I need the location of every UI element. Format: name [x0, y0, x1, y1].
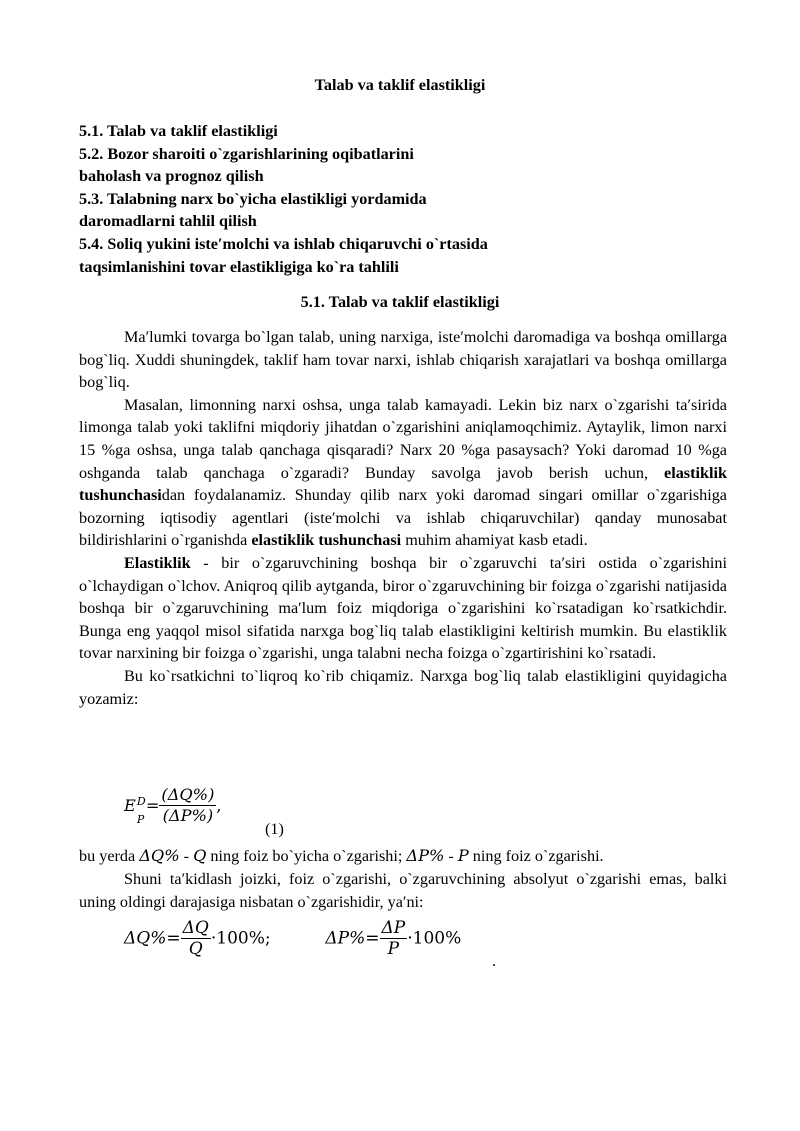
equation-number: (1) [265, 820, 284, 838]
text-run: muhim ahamiyat kasb etadi. [401, 531, 588, 550]
toc-item: 5.2. Bozor sharoiti o`zgarishlarining oqibatlarini [79, 144, 414, 163]
toc-item: daromadlarni tahlil qilish [79, 212, 257, 231]
formula-period: . [492, 952, 497, 970]
paragraph-wrapper [79, 868, 727, 913]
formula-denominator: P [387, 939, 400, 959]
formula-numerator: ΔQ [182, 918, 209, 938]
paragraph: Ma′lumki tovarga bo`lgan talab, uning narxiga, iste′molchi daromadiga va boshqa omillarga bog`liq. Xuddi shuningdek, taklif ham tovar narxi, ishlab chiqarish xarajatlari va boshqa omillarga bog`liq. [79, 328, 727, 392]
paragraph [79, 394, 727, 552]
formula-lhs: ΔQ%= [124, 928, 181, 949]
formula-symbol: ΔQ% [139, 846, 180, 865]
formula-fraction [181, 918, 211, 959]
toc-item: baholash va prognoz qilish [79, 167, 264, 186]
formula-symbol: E [124, 796, 136, 815]
formula-denominator: Q [188, 939, 203, 959]
formula-fraction [159, 785, 216, 826]
toc-item: taqsimlanishini tovar elastikligiga ko`ra tahlili [79, 257, 399, 276]
bold-term: elastiklik tushunchasi [251, 531, 402, 550]
formula-legend [79, 845, 727, 868]
toc-item: 5.3. Talabning narx bo`yicha elastikligi yordamida [79, 189, 427, 208]
text-run: ning foiz o`zgarishi. [468, 847, 604, 865]
text-run: bu yerda [79, 847, 140, 865]
formula-equals: = [145, 796, 160, 815]
paragraph: Shuni ta′kidlash joizki, foiz o`zgarishi, o`zgaruvchining absolyut o`zgarishi emas, balki uning oldingi darajasiga nisbatan o`zgarishidir, ya′ni: [79, 870, 727, 911]
paragraph [79, 552, 727, 665]
formula-denominator: (ΔP%) [162, 806, 214, 825]
formula-fraction [380, 918, 408, 959]
formula-superscript: D [136, 795, 146, 808]
section-heading: 5.1. Talab va taklif elastikligi [300, 293, 500, 311]
formula-tail: ·100% [407, 928, 462, 949]
toc-item: 5.1. Talab va taklif elastikligi [79, 122, 278, 140]
text-run: - [179, 847, 194, 865]
bold-term: Elastiklik [124, 553, 191, 572]
document-title: Talab va taklif elastikligi [314, 76, 486, 94]
bold-term: elastiklik tushunchasi [79, 463, 727, 505]
formula-lhs [124, 795, 146, 826]
toc-item: 5.4. Soliq yukini iste′molchi va ishlab chiqaruvchi o`rtasida [79, 234, 488, 253]
percent-change-formula [124, 918, 461, 959]
formula-lhs: ΔP%= [325, 928, 380, 949]
paragraph: Bu ko`rsatkichni to`liqroq ko`rib chiqamiz. Narxga bog`liq talab elastikligini quyidagicha yozamiz: [79, 666, 727, 708]
formula-tail: ·100%; [210, 928, 271, 949]
text-run: dan foydalanamiz. Shunday qilib narx yoki daromad singari omillar o`zgarishiga bozorning iqtisodiy agentlari (iste′molchi va ishlab chiqaruvchilar) qanday munosabat bildirishlarini o`rganishda [79, 486, 727, 550]
text-run: - bir o`zgaruvchining boshqa bir o`zgaruvchi ta′siri ostida o`zgarishini o`lchaydigan o`lchov. Aniqroq qilib aytganda, biror o`zgaruvchining bir foizga o`zgarishi natijasida boshqa bir o`zgaruvchining ma′lum foiz miqdoriga o`zgarishini ko`rsatadigan ko`rsatkichdir. Bunga eng yaqqol misol sifatida narxga bog`liq talab elastikligini keltirish mumkin. Bu elastiklik tovar narxining bir foizga o`zgarishi, unga talabni necha foizga o`zgartirishini ko`rsatadi. [79, 553, 727, 663]
elasticity-formula [124, 785, 222, 835]
text-run: Masalan, limonning narxi oshsa, unga talab kamayadi. Lekin biz narx o`zgarishi ta′sirida limonga talab yoki taklifni miqdoriy jihatdan o`zgarishini aniqlamoqchimiz. Aytaylik, limon narxi 15 %ga oshsa, unga talab qanchaga qisqaradi? Narx 20 %ga pasaysach? Yoki daromad 10 %ga oshganda talab qanchaga o`zgaradi? Bunday savolga javob berish uchun, [79, 395, 727, 482]
formula-symbol: P [457, 846, 469, 865]
table-of-contents [79, 120, 729, 278]
text-run: ning foiz bo`yicha o`zgarishi; [206, 847, 407, 865]
formula-symbol: ΔP% [406, 846, 445, 865]
body-text [79, 326, 727, 710]
formula-subscript: P [136, 813, 145, 826]
formula-numerator: (ΔQ%) [161, 785, 215, 804]
text-run: - [444, 847, 458, 865]
formula-comma: , [216, 796, 222, 815]
formula-numerator: ΔP [381, 918, 406, 938]
formula-symbol: Q [193, 846, 207, 865]
